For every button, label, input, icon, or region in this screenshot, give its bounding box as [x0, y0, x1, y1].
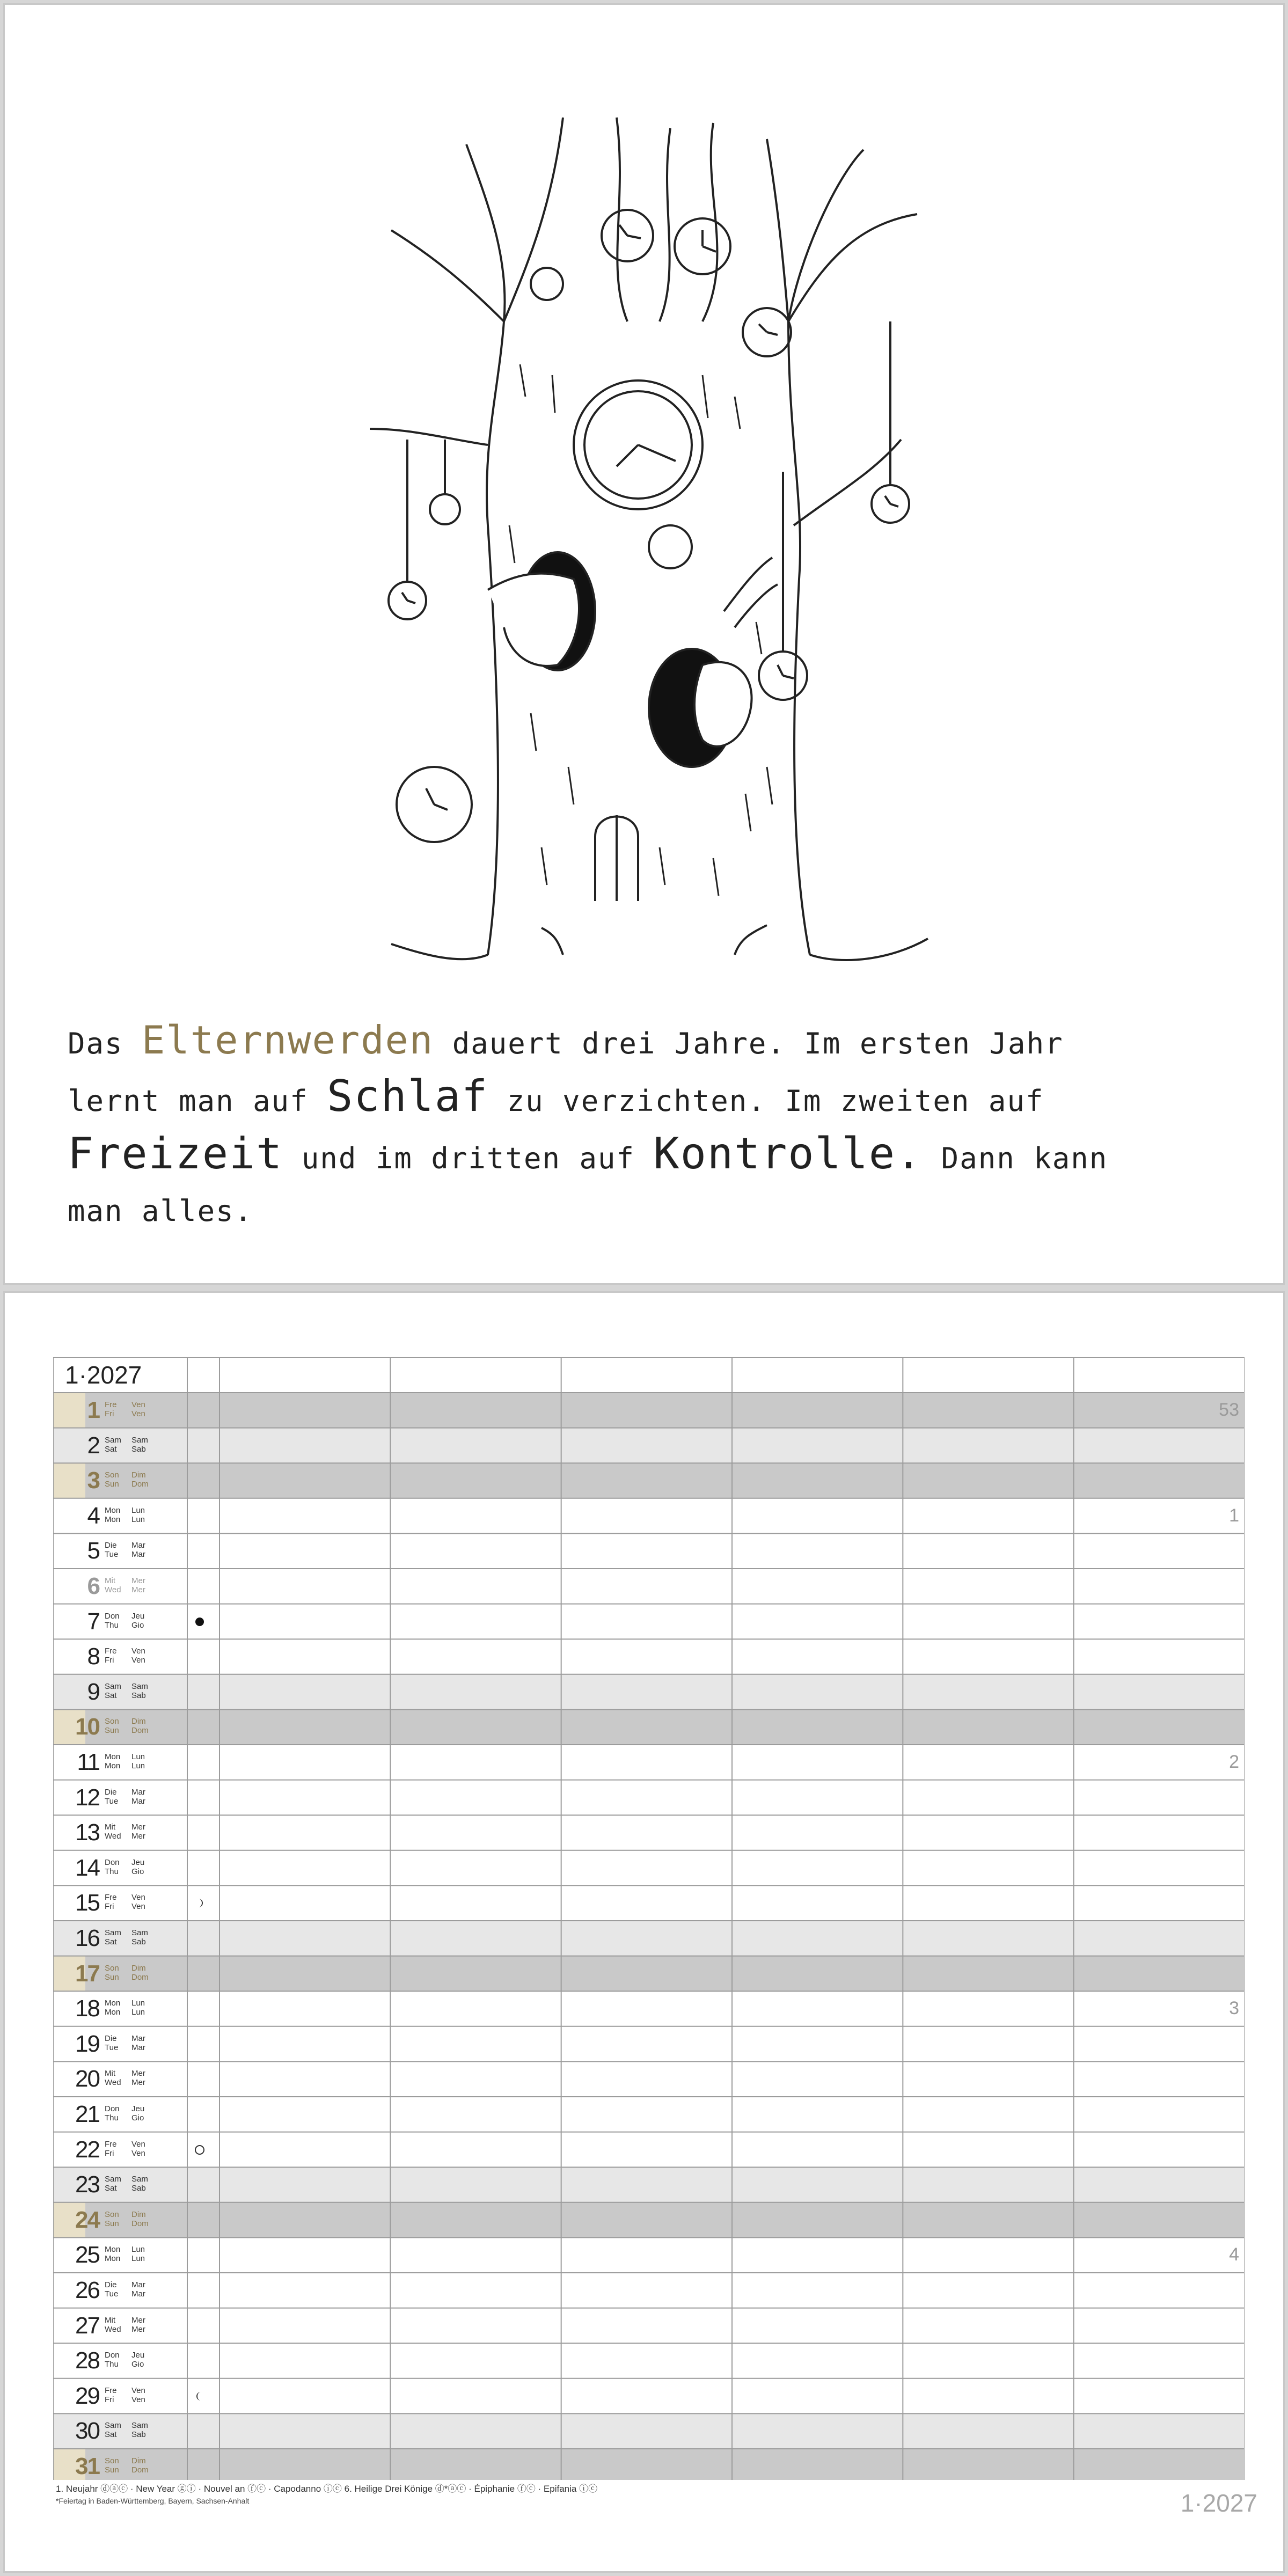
- holiday-list: 1. Neujahr ⓓⓐⓒ · New Year ⓖⓘ · Nouvel an ⓕⓒ · Capodanno ⓘⓒ 6. Heilige Drei Könige ⓓ*ⓐⓒ · Épiphanie ⓕⓒ · Epifania ⓘⓒ: [56, 2484, 598, 2494]
- weekday-it: Gio: [131, 2360, 144, 2369]
- weekday-de-en: [105, 1823, 121, 1841]
- day-number: 17: [75, 1960, 99, 1987]
- weekday-de-en: [105, 2104, 120, 2123]
- weekday-de: Die: [105, 2280, 117, 2289]
- weekday-it: Sab: [131, 1937, 146, 1946]
- weekday-de-en: [105, 2386, 117, 2404]
- saturday-row-shade: [53, 2413, 1245, 2449]
- weekday-fr-it: [131, 1682, 148, 1700]
- day-number: 22: [75, 2136, 99, 2163]
- weekday-fr: Lun: [131, 1505, 145, 1515]
- weekday-de-en: [105, 2034, 118, 2052]
- weekday-it: Mer: [131, 2324, 145, 2334]
- weekday-de-en: [105, 1576, 121, 1594]
- day-number: 11: [77, 1749, 99, 1775]
- weekday-de-en: [105, 1682, 121, 1700]
- weekday-fr: Dim: [131, 1963, 146, 1973]
- full-moon-icon: [194, 2144, 206, 2156]
- weekday-fr: Dim: [131, 2209, 146, 2219]
- weekday-fr: Mar: [131, 2280, 145, 2289]
- weekday-fr: Lun: [131, 1752, 145, 1761]
- weekday-de: Mon: [105, 1505, 121, 1515]
- weekday-fr-it: [131, 1928, 148, 1946]
- weekday-fr-it: [131, 1964, 149, 1982]
- week-number: 2: [1229, 1752, 1239, 1772]
- day-number: 20: [75, 2066, 99, 2092]
- weekday-fr: Dim: [131, 1470, 146, 1480]
- quote-text-segment: und im dritten auf: [283, 1141, 654, 1175]
- quote-highlight-freizeit: Freizeit: [68, 1129, 283, 1179]
- day-number: 30: [75, 2418, 99, 2445]
- weekday-fr-it: [131, 1506, 145, 1524]
- weekday-it: Sab: [131, 1690, 146, 1700]
- weekday-de-en: [105, 2280, 118, 2299]
- weekday-en: Sat: [105, 2184, 117, 2193]
- weekday-de: Fre: [105, 1400, 117, 1409]
- weekday-it: Ven: [131, 1902, 145, 1912]
- weekday-it: Lun: [131, 2008, 145, 2017]
- sunday-row-shade: [53, 2202, 1245, 2238]
- weekday-de: Mit: [105, 2069, 115, 2079]
- day-number: 26: [75, 2277, 99, 2303]
- weekday-it: Mar: [131, 1796, 145, 1806]
- day-number: 31: [75, 2453, 99, 2479]
- weekday-en: Fri: [105, 1902, 114, 1912]
- weekday-en: Fri: [105, 2148, 114, 2158]
- weekday-en: Mon: [105, 2008, 121, 2017]
- day-number: 2: [87, 1432, 99, 1459]
- weekday-fr-it: [131, 2280, 145, 2299]
- weekday-de: Mon: [105, 2245, 121, 2255]
- day-number: 23: [75, 2171, 99, 2198]
- quote-text-segment: Das: [68, 1027, 142, 1060]
- weekday-de-en: [105, 1893, 117, 1911]
- weekday-de: Mon: [105, 1999, 121, 2008]
- weekday-it: Dom: [131, 1972, 149, 1982]
- weekday-en: Mon: [105, 1761, 121, 1770]
- weekday-de-en: [105, 1928, 121, 1946]
- weekday-de-en: [105, 1541, 118, 1559]
- last-quarter-icon: [194, 2390, 206, 2402]
- weekday-de: Sam: [105, 1681, 121, 1691]
- weekday-it: Dom: [131, 2219, 149, 2228]
- weekday-de-en: [105, 2069, 121, 2087]
- week-number: 1: [1229, 1505, 1239, 1526]
- weekday-fr-it: [131, 1400, 145, 1418]
- day-number: 10: [75, 1714, 99, 1740]
- weekday-de: Don: [105, 1857, 120, 1867]
- weekday-de-en: [105, 2421, 121, 2439]
- weekday-de: Mit: [105, 1576, 115, 1585]
- weekday-de: Fre: [105, 2139, 117, 2149]
- weekday-en: Mon: [105, 2254, 121, 2264]
- weekday-it: Ven: [131, 1656, 145, 1665]
- weekday-fr-it: [131, 2104, 144, 2123]
- month-year-label: 1·2027: [65, 1361, 142, 1389]
- weekday-de-en: [105, 2316, 121, 2334]
- day-number: 6: [87, 1573, 99, 1599]
- weekday-fr-it: [131, 2456, 149, 2475]
- weekday-de: Die: [105, 1787, 117, 1797]
- weekday-de-en: [105, 2456, 119, 2475]
- weekday-fr: Jeu: [131, 2351, 145, 2360]
- weekday-it: Dom: [131, 2465, 149, 2475]
- day-number: 14: [75, 1854, 99, 1881]
- weekday-de: Sam: [105, 2421, 121, 2431]
- weekday-fr: Mar: [131, 1787, 145, 1797]
- weekday-fr: Sam: [131, 2421, 148, 2431]
- weekday-de-en: [105, 1717, 119, 1735]
- quote-text-segment: dauert drei Jahre. Im ersten Jahr: [434, 1027, 1064, 1060]
- day-number: 9: [87, 1678, 99, 1705]
- day-number: 5: [87, 1538, 99, 1564]
- saturday-row-shade: [53, 1428, 1245, 1463]
- day-number: 13: [75, 1819, 99, 1846]
- weekday-en: Sat: [105, 1444, 117, 1454]
- weekday-en: Tue: [105, 2289, 119, 2299]
- weekday-fr: Lun: [131, 1999, 145, 2008]
- quote-highlight-elternwerden: Elternwerden: [142, 1018, 434, 1063]
- weekday-fr: Mar: [131, 2033, 145, 2043]
- day-number: 18: [75, 1995, 99, 2022]
- weekday-de-en: [105, 2175, 121, 2193]
- weekday-de-en: [105, 1752, 120, 1770]
- weekday-fr: Ven: [131, 1400, 145, 1409]
- weekday-en: Thu: [105, 1620, 119, 1630]
- weekday-en: Fri: [105, 1656, 114, 1665]
- weekday-fr: Ven: [131, 1646, 145, 1656]
- weekday-it: Lun: [131, 1761, 145, 1770]
- day-number: 7: [87, 1608, 99, 1635]
- weekday-fr: Sam: [131, 1928, 148, 1937]
- weekday-fr: Jeu: [131, 2104, 145, 2113]
- weekday-fr-it: [131, 1576, 145, 1594]
- weekday-de: Mit: [105, 1823, 115, 1832]
- holiday-note: *Feiertag in Baden-Württemberg, Bayern, Sachsen-Anhalt: [56, 2497, 250, 2505]
- weekday-fr-it: [131, 1752, 145, 1770]
- weekday-fr: Jeu: [131, 1857, 145, 1867]
- weekday-de: Sam: [105, 1435, 121, 1445]
- weekday-de: Don: [105, 2351, 120, 2360]
- weekday-fr: Mar: [131, 1541, 145, 1550]
- day-number: 29: [75, 2382, 99, 2409]
- weekday-fr: Mer: [131, 2315, 145, 2325]
- weekday-de-en: [105, 2351, 120, 2369]
- weekday-de: Don: [105, 1611, 120, 1621]
- day-number: 28: [75, 2347, 99, 2374]
- weekday-fr-it: [131, 2210, 149, 2228]
- weekday-fr-it: [131, 1823, 145, 1841]
- weekday-de: Son: [105, 2456, 119, 2465]
- weekday-fr: Ven: [131, 2139, 145, 2149]
- weekday-en: Thu: [105, 2113, 119, 2123]
- weekday-fr: Sam: [131, 2175, 148, 2184]
- calendar-grid: [53, 1357, 1245, 2480]
- day-number: 25: [75, 2242, 99, 2268]
- weekday-fr: Ven: [131, 1893, 145, 1902]
- day-number: 4: [87, 1502, 99, 1529]
- weekday-fr-it: [131, 1541, 145, 1559]
- weekday-fr-it: [131, 2421, 148, 2439]
- weekday-de-en: [105, 2140, 117, 2158]
- weekday-it: Gio: [131, 2113, 144, 2123]
- weekday-it: Ven: [131, 2148, 145, 2158]
- saturday-row-shade: [53, 1674, 1245, 1710]
- day-number: 27: [75, 2312, 99, 2339]
- weekday-en: Sat: [105, 2430, 117, 2440]
- weekday-en: Sun: [105, 2219, 119, 2228]
- weekday-it: Mer: [131, 1832, 145, 1841]
- day-number: 19: [75, 2030, 99, 2057]
- weekday-fr: Mer: [131, 1823, 145, 1832]
- weekday-it: Sab: [131, 2184, 146, 2193]
- weekday-it: Sab: [131, 1444, 146, 1454]
- sunday-row-shade: [53, 1709, 1245, 1745]
- weekday-fr-it: [131, 1858, 144, 1876]
- quote-line-4: man alles.: [68, 1194, 253, 1228]
- weekday-de-en: [105, 2245, 120, 2263]
- weekday-fr-it: [131, 1436, 148, 1454]
- weekday-it: Mar: [131, 1550, 145, 1560]
- weekday-de-en: [105, 1999, 120, 2017]
- weekday-de-en: [105, 1612, 120, 1630]
- weekday-it: Lun: [131, 2254, 145, 2264]
- weekday-en: Fri: [105, 2395, 114, 2404]
- weekday-de-en: [105, 1470, 119, 1489]
- weekday-de: Sam: [105, 1928, 121, 1937]
- weekday-it: Dom: [131, 1480, 149, 1489]
- tree-clocks-illustration: [327, 96, 971, 965]
- saturday-row-shade: [53, 2167, 1245, 2202]
- weekday-it: Mer: [131, 2078, 145, 2088]
- week-number: 53: [1219, 1400, 1239, 1420]
- weekday-de-en: [105, 2210, 119, 2228]
- week-number: 4: [1229, 2244, 1239, 2265]
- new-moon-icon: [194, 1616, 206, 1628]
- weekday-it: Dom: [131, 1726, 149, 1736]
- weekday-fr-it: [131, 1470, 149, 1489]
- weekday-en: Sat: [105, 1690, 117, 1700]
- weekday-de-en: [105, 1858, 120, 1876]
- weekday-de: Son: [105, 1470, 119, 1480]
- holiday-footnote: [56, 2483, 1022, 2507]
- weekday-fr-it: [131, 1893, 145, 1911]
- weekday-de: Mon: [105, 1752, 121, 1761]
- weekday-fr: Mer: [131, 2069, 145, 2079]
- weekday-it: Mar: [131, 2289, 145, 2299]
- day-number: 8: [87, 1643, 99, 1670]
- weekday-fr: Sam: [131, 1435, 148, 1445]
- weekday-de-en: [105, 1788, 118, 1806]
- weekday-it: Mer: [131, 1585, 145, 1594]
- weekday-en: Tue: [105, 1796, 119, 1806]
- first-quarter-icon: [194, 1897, 206, 1909]
- weekday-fr-it: [131, 2351, 144, 2369]
- weekday-fr: Jeu: [131, 1611, 145, 1621]
- calendar-grid-lines: [53, 1357, 1245, 2480]
- weekday-en: Tue: [105, 1550, 119, 1560]
- weekday-fr-it: [131, 1788, 145, 1806]
- weekday-en: Wed: [105, 1832, 121, 1841]
- weekday-fr-it: [131, 2069, 145, 2087]
- sunday-row-shade: [53, 1956, 1245, 1992]
- quote-text: [68, 1014, 1221, 1238]
- weekday-it: Mar: [131, 2043, 145, 2052]
- weekday-fr-it: [131, 1646, 145, 1665]
- day-number: 3: [87, 1467, 99, 1494]
- weekday-fr-it: [131, 1717, 149, 1735]
- day-number: 15: [75, 1890, 99, 1916]
- weekday-it: Lun: [131, 1514, 145, 1524]
- weekday-de-en: [105, 1506, 120, 1524]
- day-number: 1: [87, 1397, 99, 1423]
- weekday-en: Wed: [105, 2324, 121, 2334]
- weekday-en: Sun: [105, 1972, 119, 1982]
- weekday-fr-it: [131, 2140, 145, 2158]
- day-number: 24: [75, 2206, 99, 2233]
- weekday-de-en: [105, 1400, 117, 1418]
- weekday-fr: Dim: [131, 1717, 146, 1726]
- weekday-en: Fri: [105, 1409, 114, 1418]
- weekday-fr-it: [131, 2245, 145, 2263]
- day-number: 21: [75, 2101, 99, 2127]
- weekday-de: Die: [105, 1541, 117, 1550]
- weekday-de-en: [105, 1436, 121, 1454]
- weekday-de: Sam: [105, 2175, 121, 2184]
- calendar-page: [3, 1291, 1285, 2573]
- weekday-it: Sab: [131, 2430, 146, 2440]
- weekday-de: Fre: [105, 2385, 117, 2395]
- weekday-fr: Mer: [131, 1576, 145, 1585]
- weekday-de-en: [105, 1964, 119, 1982]
- weekday-de-en: [105, 1646, 117, 1665]
- weekday-fr-it: [131, 2386, 145, 2404]
- saturday-row-shade: [53, 1921, 1245, 1956]
- quote-text-segment: Dann kann: [923, 1141, 1108, 1175]
- weekday-de: Fre: [105, 1893, 117, 1902]
- weekday-fr-it: [131, 1999, 145, 2017]
- weekday-de: Son: [105, 1717, 119, 1726]
- quote-line-2: [68, 1070, 1221, 1128]
- weekday-en: Thu: [105, 1867, 119, 1876]
- weekday-de: Mit: [105, 2315, 115, 2325]
- day-number: 16: [75, 1925, 99, 1951]
- quote-highlight-kontrolle: Kontrolle.: [653, 1129, 923, 1179]
- weekday-fr-it: [131, 2175, 148, 2193]
- weekday-fr-it: [131, 2034, 145, 2052]
- footer-month-label: 1·2027: [1180, 2489, 1257, 2517]
- weekday-en: Sat: [105, 1937, 117, 1946]
- sunday-row-shade: [53, 1393, 1245, 1428]
- weekday-it: Gio: [131, 1620, 144, 1630]
- weekday-fr: Lun: [131, 2245, 145, 2255]
- weekday-en: Sun: [105, 1480, 119, 1489]
- weekday-en: Thu: [105, 2360, 119, 2369]
- weekday-de: Son: [105, 2209, 119, 2219]
- weekday-en: Wed: [105, 1585, 121, 1594]
- weekday-de: Fre: [105, 1646, 117, 1656]
- quote-highlight-schlaf: Schlaf: [327, 1071, 489, 1121]
- quote-text-segment: lernt man auf: [68, 1084, 327, 1118]
- weekday-de: Son: [105, 1963, 119, 1973]
- weekday-en: Wed: [105, 2078, 121, 2088]
- weekday-fr-it: [131, 1612, 144, 1630]
- quote-line-1: [68, 1014, 1221, 1070]
- weekday-it: Ven: [131, 2395, 145, 2404]
- illustration-page: [3, 3, 1285, 1285]
- week-number: 3: [1229, 1998, 1239, 2019]
- weekday-en: Sun: [105, 2465, 119, 2475]
- weekday-fr: Sam: [131, 1681, 148, 1691]
- sunday-row-shade: [53, 1463, 1245, 1498]
- weekday-en: Mon: [105, 1514, 121, 1524]
- day-number: 12: [75, 1784, 99, 1811]
- weekday-en: Tue: [105, 2043, 119, 2052]
- weekday-it: Gio: [131, 1867, 144, 1876]
- weekday-en: Sun: [105, 1726, 119, 1736]
- weekday-fr: Dim: [131, 2456, 146, 2465]
- weekday-fr-it: [131, 2316, 145, 2334]
- weekday-de: Die: [105, 2033, 117, 2043]
- quote-line-3: [68, 1128, 1221, 1185]
- weekday-de: Don: [105, 2104, 120, 2113]
- sunday-row-shade: [53, 2449, 1245, 2480]
- weekday-fr: Ven: [131, 2385, 145, 2395]
- quote-text-segment: zu verzichten. Im zweiten auf: [488, 1084, 1044, 1118]
- weekday-it: Ven: [131, 1409, 145, 1418]
